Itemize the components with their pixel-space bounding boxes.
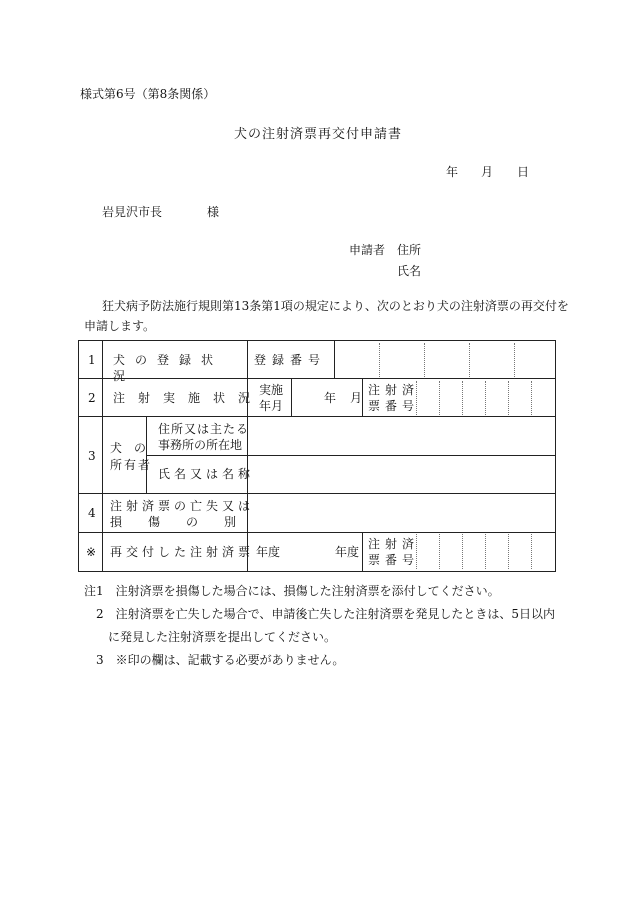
row-number-5: ※	[86, 545, 97, 559]
reissued-tag-label: 再交付した注射済票	[110, 545, 255, 559]
applicant-label: 申請者	[349, 243, 386, 257]
registration-number-label: 登録番号	[254, 353, 327, 367]
reissued-tag-number-label-1: 注射済	[368, 537, 420, 551]
date-day-label: 日	[517, 165, 530, 179]
note-2: 2 注射済票を亡失した場合で、申請後亡失した注射済票を発見したときは、5日以内	[84, 607, 556, 621]
row-number-2: 2	[88, 391, 96, 405]
row-number-3: 3	[88, 449, 96, 463]
note-3: 3 ※印の欄は、記載する必要がありません。	[84, 653, 345, 667]
vaccination-date-label-1: 実施	[259, 383, 284, 397]
note-2-continued: に発見した注射済票を提出してください。	[84, 630, 337, 644]
vaccination-year-label: 年	[324, 391, 337, 405]
form-number: 様式第6号（第8条関係）	[80, 87, 216, 101]
addressee-honorific: 様	[207, 205, 220, 219]
fiscal-year-label-1: 年度	[256, 545, 281, 559]
applicant-address-label: 住所	[397, 243, 422, 257]
owner-address-label-2: 事務所の所在地	[158, 438, 243, 452]
dog-registration-status-label: 犬の登録状況	[113, 353, 224, 383]
fiscal-year-label-2: 年度	[335, 545, 360, 559]
owner-label-2: 所有者	[110, 458, 153, 472]
addressee-mayor: 岩見沢市長	[102, 205, 163, 219]
owner-label-1: 犬の	[110, 441, 159, 455]
lost-or-damaged-label-2: 損傷の別	[110, 515, 263, 529]
reissued-tag-number-label-2: 票番号	[368, 553, 420, 567]
vaccination-date-label-2: 年月	[259, 399, 284, 413]
lost-or-damaged-label-1: 注射済票の亡失又は	[110, 499, 255, 513]
document-title: 犬の注射済票再交付申請書	[234, 127, 403, 142]
date-month-label: 月	[481, 165, 494, 179]
applicant-name-label: 氏名	[397, 264, 422, 278]
row-number-4: 4	[88, 506, 96, 520]
vaccination-status-label: 注射実施状況	[113, 391, 264, 405]
vaccination-month-label: 月	[350, 391, 363, 405]
body-text-line-2: 申請します。	[84, 319, 156, 333]
row-number-1: 1	[88, 353, 96, 367]
note-1: 注1 注射済票を損傷した場合には、損傷した注射済票を添付してください。	[84, 584, 500, 598]
body-text-line-1: 狂犬病予防法施行規則第13条第1項の規定により、次のとおり犬の注射済票の再交付を	[102, 299, 569, 313]
notes-section	[84, 581, 555, 673]
date-year-label: 年	[446, 165, 459, 179]
tag-number-label-1: 注射済	[368, 383, 420, 397]
owner-name-label: 氏名又は名称	[158, 467, 255, 481]
owner-address-label-1: 住所又は主たる	[158, 422, 250, 436]
application-form-table	[78, 340, 556, 572]
tag-number-label-2: 票番号	[368, 399, 420, 413]
